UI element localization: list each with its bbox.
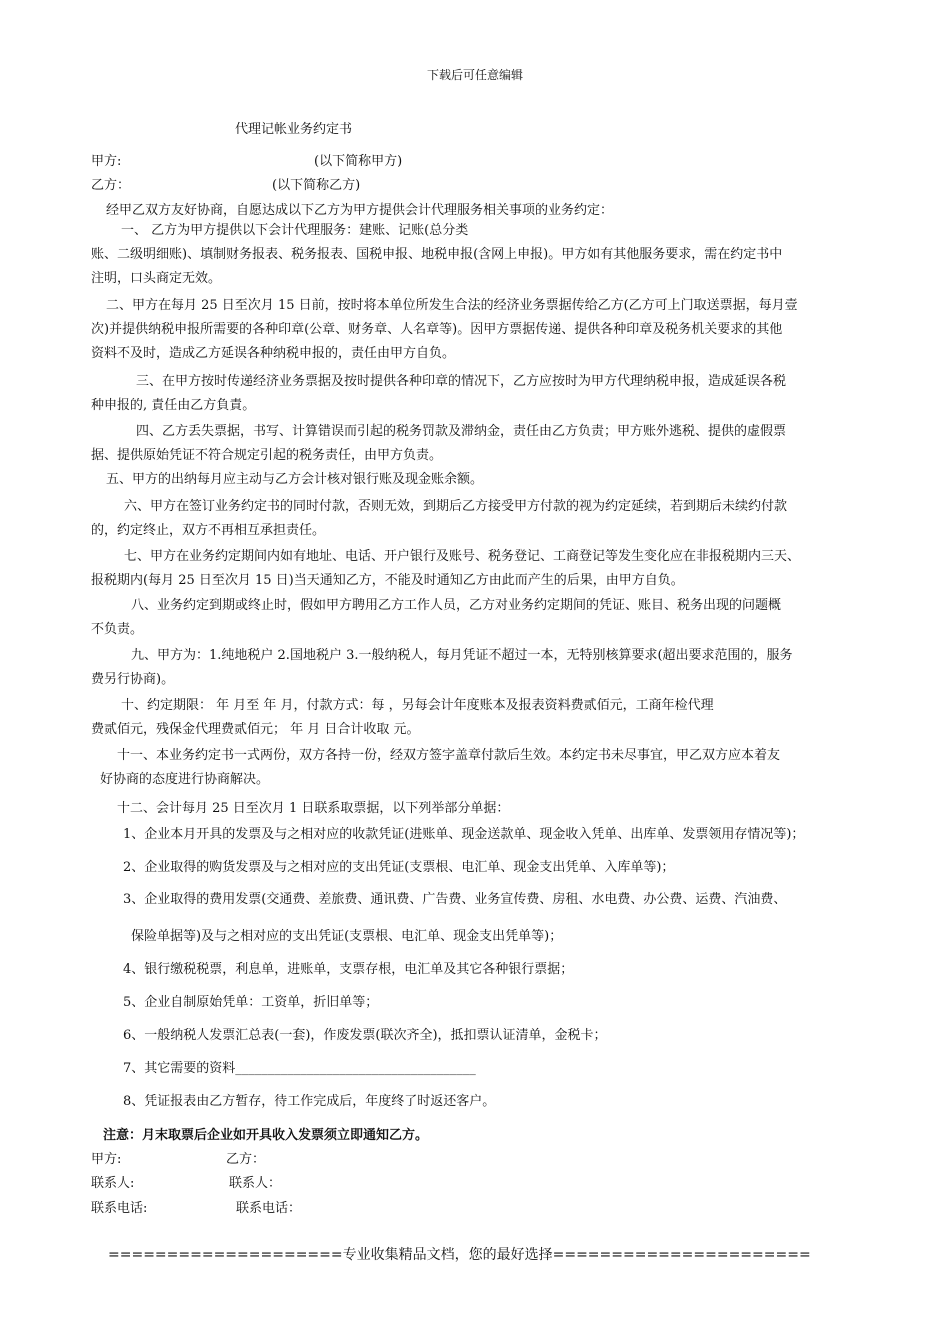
clause-line: 的，约定终止，双方不再相互承担责任。 bbox=[91, 523, 326, 538]
clause-line: 不负责。 bbox=[91, 622, 144, 637]
document-item: 4、银行缴税税票，利息单，进账单，支票存根，电汇单及其它各种银行票据； bbox=[123, 962, 574, 977]
document-item: 8、凭证报表由乙方暂存，待工作完成后，年度终了时返还客户。 bbox=[123, 1094, 496, 1109]
header-note: 下载后可任意编辑 bbox=[426, 68, 523, 82]
clause-line: 种申报的, 責任由乙方負責。 bbox=[91, 398, 256, 413]
party-b-label: 乙方： bbox=[91, 178, 131, 193]
clause-line: 费另行协商)。 bbox=[91, 672, 175, 687]
clause-line: 九、甲方为：1.纯地税户 2.国地税户 3.一般纳税人，每月凭证不超过一本，无特别核算要求(超出要求范围的，服务 bbox=[131, 648, 793, 663]
clause-line: 十、约定期限： 年 月至 年 月，付款方式：每 ，另每会计年度账本及报表资料费贰佰元，工商年检代理 bbox=[121, 698, 714, 713]
contact-b: 联系人： bbox=[229, 1176, 282, 1191]
signature-party-a: 甲方: bbox=[91, 1152, 122, 1167]
document-item: 保险单据等)及与之相对应的支出凭证(支票根、电汇单、现金支出凭单等)； bbox=[131, 929, 563, 944]
clause-3 bbox=[91, 370, 861, 418]
clause-9 bbox=[91, 644, 861, 692]
clause-1 bbox=[91, 219, 861, 291]
clause-2 bbox=[91, 294, 861, 366]
clause-4 bbox=[91, 420, 861, 468]
clause-line: 一、 乙方为甲方提供以下会计代理服务：建账、记账(总分类 bbox=[121, 223, 469, 238]
clause-line: 六、甲方在签订业务约定书的同时付款，否则无效，到期后乙方接受甲方付款的视为约定延续，若到期后未续约付款 bbox=[124, 499, 788, 514]
notice: 注意：月末取票后企业如开具收入发票须立即通知乙方。 bbox=[103, 1128, 429, 1143]
party-a-suffix: (以下简称甲方) bbox=[314, 154, 403, 169]
clause-12: 十二、会计每月 25 日至次月 1 日联系取票据，以下列举部分单据： bbox=[117, 801, 510, 816]
clause-line: 资料不及时，造成乙方延误各种纳税申报的，责任由甲方自负。 bbox=[91, 346, 456, 361]
clause-line: 报税期内(每月 25 日至次月 15 日)当天通知乙方，不能及时通知乙方由此而产生的后果，由甲方自负。 bbox=[91, 573, 684, 588]
clause-line: 四、乙方丢失票据，书写、计算错误而引起的税务罚款及滞纳金，责任由乙方负责；甲方账外逃税、提供的虚假票 bbox=[136, 424, 787, 439]
contact-a: 联系人: bbox=[91, 1176, 135, 1191]
clause-line: 好协商的态度进行协商解决。 bbox=[100, 772, 270, 787]
document-title: 代理记帐业务约定书 bbox=[235, 122, 353, 137]
clause-line: 账、二级明细账)、填制财务报表、税务报表、国税申报、地税申报(含网上申报)。甲方如有其他服务要求，需在约定书中 bbox=[91, 247, 783, 262]
clause-line: 三、在甲方按时传递经济业务票据及按时提供各种印章的情况下，乙方应按时为甲方代理纳税申报，造成延误各税 bbox=[136, 374, 787, 389]
clause-line: 据、提供原始凭证不符合规定引起的税务责任，由甲方负责。 bbox=[91, 448, 443, 463]
clause-line: 五、甲方的出纳每月应主动与乙方会计核对银行账及现金账余额。 bbox=[106, 472, 484, 487]
phone-b: 联系电话： bbox=[236, 1201, 302, 1216]
document-item: 1、企业本月开具的发票及与之相对应的收款凭证(进账单、现金送款单、现金收入凭单、出库单、发票领用存情况等)； bbox=[123, 827, 805, 842]
clause-line: 七、甲方在业务约定期间内如有地址、电话、开户银行及账号、税务登记、工商登记等发生变化应在非报税期内三天、 bbox=[124, 549, 801, 564]
clause-line: 注明，口头商定无效。 bbox=[91, 271, 222, 286]
document-item: 2、企业取得的购货发票及与之相对应的支出凭证(支票根、电汇单、现金支出凭单、入库单等)； bbox=[123, 860, 675, 875]
clause-8 bbox=[91, 594, 861, 642]
clause-10 bbox=[91, 694, 861, 742]
clause-line: 二、甲方在每月 25 日至次月 15 日前，按时将本单位所发生合法的经济业务票据传给乙方(乙方可上门取送票据，每月壹 bbox=[106, 298, 798, 313]
document-item: 3、企业取得的费用发票(交通费、差旅费、通讯费、广告费、业务宣传费、房租、水电费、办公费、运费、汽油费、 bbox=[123, 892, 787, 907]
signature-party-b: 乙方： bbox=[226, 1152, 266, 1167]
clause-6 bbox=[91, 495, 861, 543]
clause-7 bbox=[91, 545, 861, 593]
clause-5 bbox=[91, 468, 861, 492]
document-item: 6、一般纳税人发票汇总表(一套)，作废发票(联次齐全)，抵扣票认证清单，金税卡； bbox=[123, 1028, 607, 1043]
footer-banner: ====================专业收集精品文档，您的最好选择====================== bbox=[108, 1247, 811, 1263]
party-b-suffix: (以下简称乙方) bbox=[272, 178, 361, 193]
document-item: 5、企业自制原始凭单：工资单，折旧单等； bbox=[123, 995, 379, 1010]
party-a-label: 甲方: bbox=[91, 154, 122, 169]
clause-line: 次)并提供纳税申报所需要的各种印章(公章、财务章、人名章等)。因甲方票据传递、提供各种印章及税务机关要求的其他 bbox=[91, 322, 783, 337]
intro-paragraph: 经甲乙双方友好协商，自愿达成以下乙方为甲方提供会计代理服务相关事项的业务约定： bbox=[106, 203, 614, 218]
clause-line: 费贰佰元，残保金代理费贰佰元； 年 月 日合计收取 元。 bbox=[91, 722, 420, 737]
clause-line: 八、业务约定到期或终止时，假如甲方聘用乙方工作人员，乙方对业务约定期间的凭证、账目、税务出现的问题概 bbox=[131, 598, 782, 613]
phone-a: 联系电话: bbox=[91, 1201, 148, 1216]
clause-11 bbox=[91, 744, 861, 792]
document-item: 7、其它需要的资料_____________________________________ bbox=[123, 1061, 476, 1076]
clause-line: 十一、本业务约定书一式两份，双方各持一份，经双方签字盖章付款后生效。本约定书未尽事宜，甲乙双方应本着友 bbox=[117, 748, 781, 763]
